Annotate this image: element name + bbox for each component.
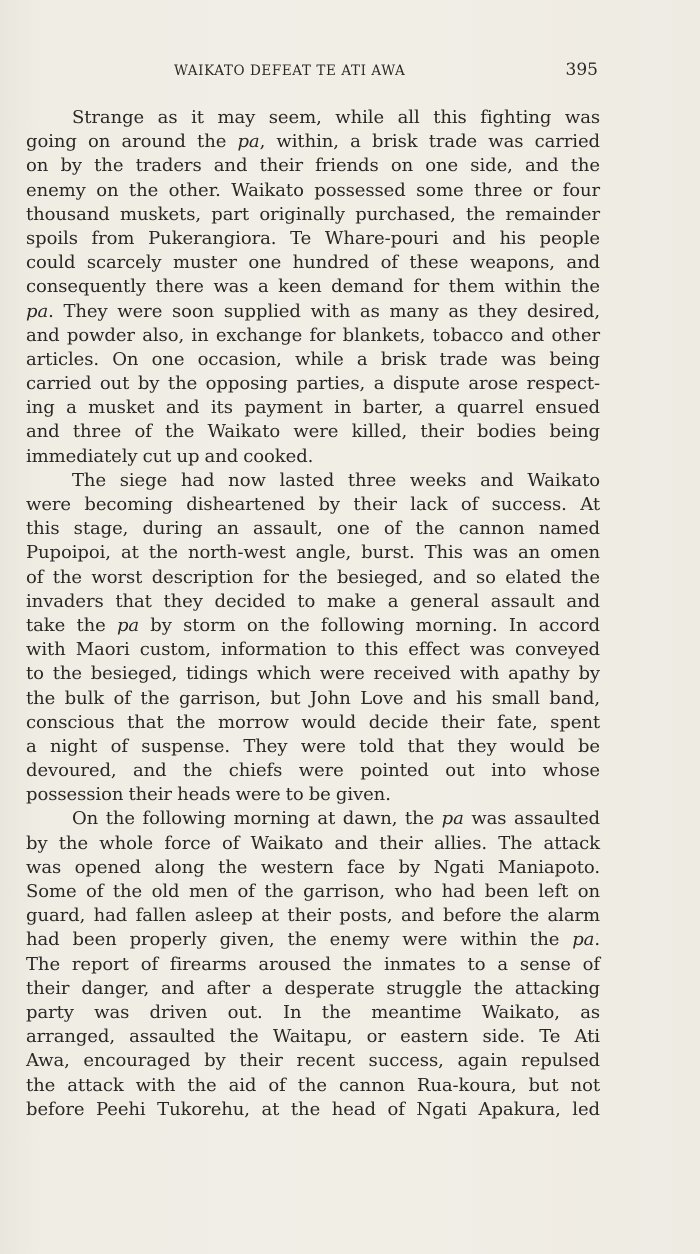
text-line: could scarcely muster one hundred of these weapons, and [26, 252, 600, 274]
text-line: articles. On one occasion, while a brisk trade was being [26, 348, 600, 370]
text-line: to the besieged, tidings which were received with apathy by [26, 663, 600, 685]
text-line: take the pa by storm on the following morning. In accord [26, 614, 600, 636]
italic-term: pa [26, 300, 49, 322]
text-line: The report of firearms aroused the inmates to a sense of [26, 953, 600, 975]
text-line: the attack with the aid of the cannon Rua-koura, but not [26, 1074, 600, 1096]
paragraph-1 [26, 106, 600, 469]
text-line: before Peehi Tukorehu, at the head of Ngati Apakura, led [26, 1098, 600, 1120]
text-line: immediately cut up and cooked. [26, 445, 314, 467]
text-line: consequently there was a keen demand for them within the [26, 276, 600, 298]
text-line: Awa, encouraged by their recent success, again repulsed [26, 1050, 600, 1072]
text-line: and powder also, in exchange for blankets, tobacco and other [26, 324, 600, 346]
page-header [26, 60, 600, 84]
text-line: thousand muskets, part originally purchased, the remainder [26, 203, 600, 225]
body-text [26, 106, 600, 1122]
text-line: conscious that the morrow would decide their fate, spent [26, 711, 600, 733]
text-line: Pupoipoi, at the north-west angle, burst. This was an omen [26, 542, 600, 564]
text-line: possession their heads were to be given. [26, 784, 391, 806]
italic-term: pa [572, 929, 595, 951]
paragraph-3 [26, 807, 600, 1121]
text-line: Strange as it may seem, while all this fighting was [72, 107, 600, 128]
text-line: spoils from Pukerangiora. Te Whare-pouri and his people [26, 227, 600, 249]
text-line: party was driven out. In the meantime Waikato, as [26, 1001, 600, 1023]
text-line: with Maori custom, information to this effect was conveyed [26, 639, 600, 661]
running-head: WAIKATO DEFEAT TE ATI AWA [174, 63, 406, 79]
text-line: going on around the pa, within, a brisk trade was carried [26, 131, 600, 153]
text-line: and three of the Waikato were killed, their bodies being [26, 421, 600, 443]
text-line: by the whole force of Waikato and their allies. The attack [26, 832, 600, 854]
text-line: had been properly given, the enemy were within the pa. [26, 929, 600, 951]
text-line: this stage, during an assault, one of the cannon named [26, 518, 600, 540]
text-line: pa. They were soon supplied with as many as they desired, [26, 300, 600, 322]
text-line: The siege had now lasted three weeks and Waikato [72, 469, 600, 491]
text-line: guard, had fallen asleep at their posts, and before the alarm [26, 905, 600, 927]
page-number: 395 [565, 60, 598, 80]
text-line: invaders that they decided to make a general assault and [26, 590, 600, 612]
text-line: were becoming disheartened by their lack of success. At [26, 494, 600, 515]
text-line: devoured, and the chiefs were pointed out into whose [26, 760, 600, 782]
italic-term: pa [116, 614, 140, 636]
italic-term: pa [237, 131, 260, 153]
paragraph-2 [26, 469, 600, 808]
text-line: ing a musket and its payment in barter, a quarrel ensued [26, 397, 600, 419]
text-line: On the following morning at dawn, the pa was assaulted [72, 808, 600, 830]
italic-term: pa [441, 808, 464, 830]
text-line: Some of the old men of the garrison, who had been left on [26, 881, 600, 902]
text-line: was opened along the western face by Ngati Maniapoto. [26, 856, 600, 878]
text-line: of the worst description for the besieged, and so elated the [26, 566, 600, 588]
text-line: their danger, and after a desperate struggle the attacking [26, 977, 600, 999]
text-line: the bulk of the garrison, but John Love and his small band, [26, 687, 600, 709]
text-line: a night of suspense. They were told that they would be [26, 735, 600, 757]
text-line: carried out by the opposing parties, a dispute arose respect- [26, 373, 600, 395]
text-line: enemy on the other. Waikato possessed some three or four [26, 179, 600, 201]
text-line: on by the traders and their friends on one side, and the [26, 155, 600, 177]
text-line: arranged, assaulted the Waitapu, or eastern side. Te Ati [26, 1026, 600, 1048]
